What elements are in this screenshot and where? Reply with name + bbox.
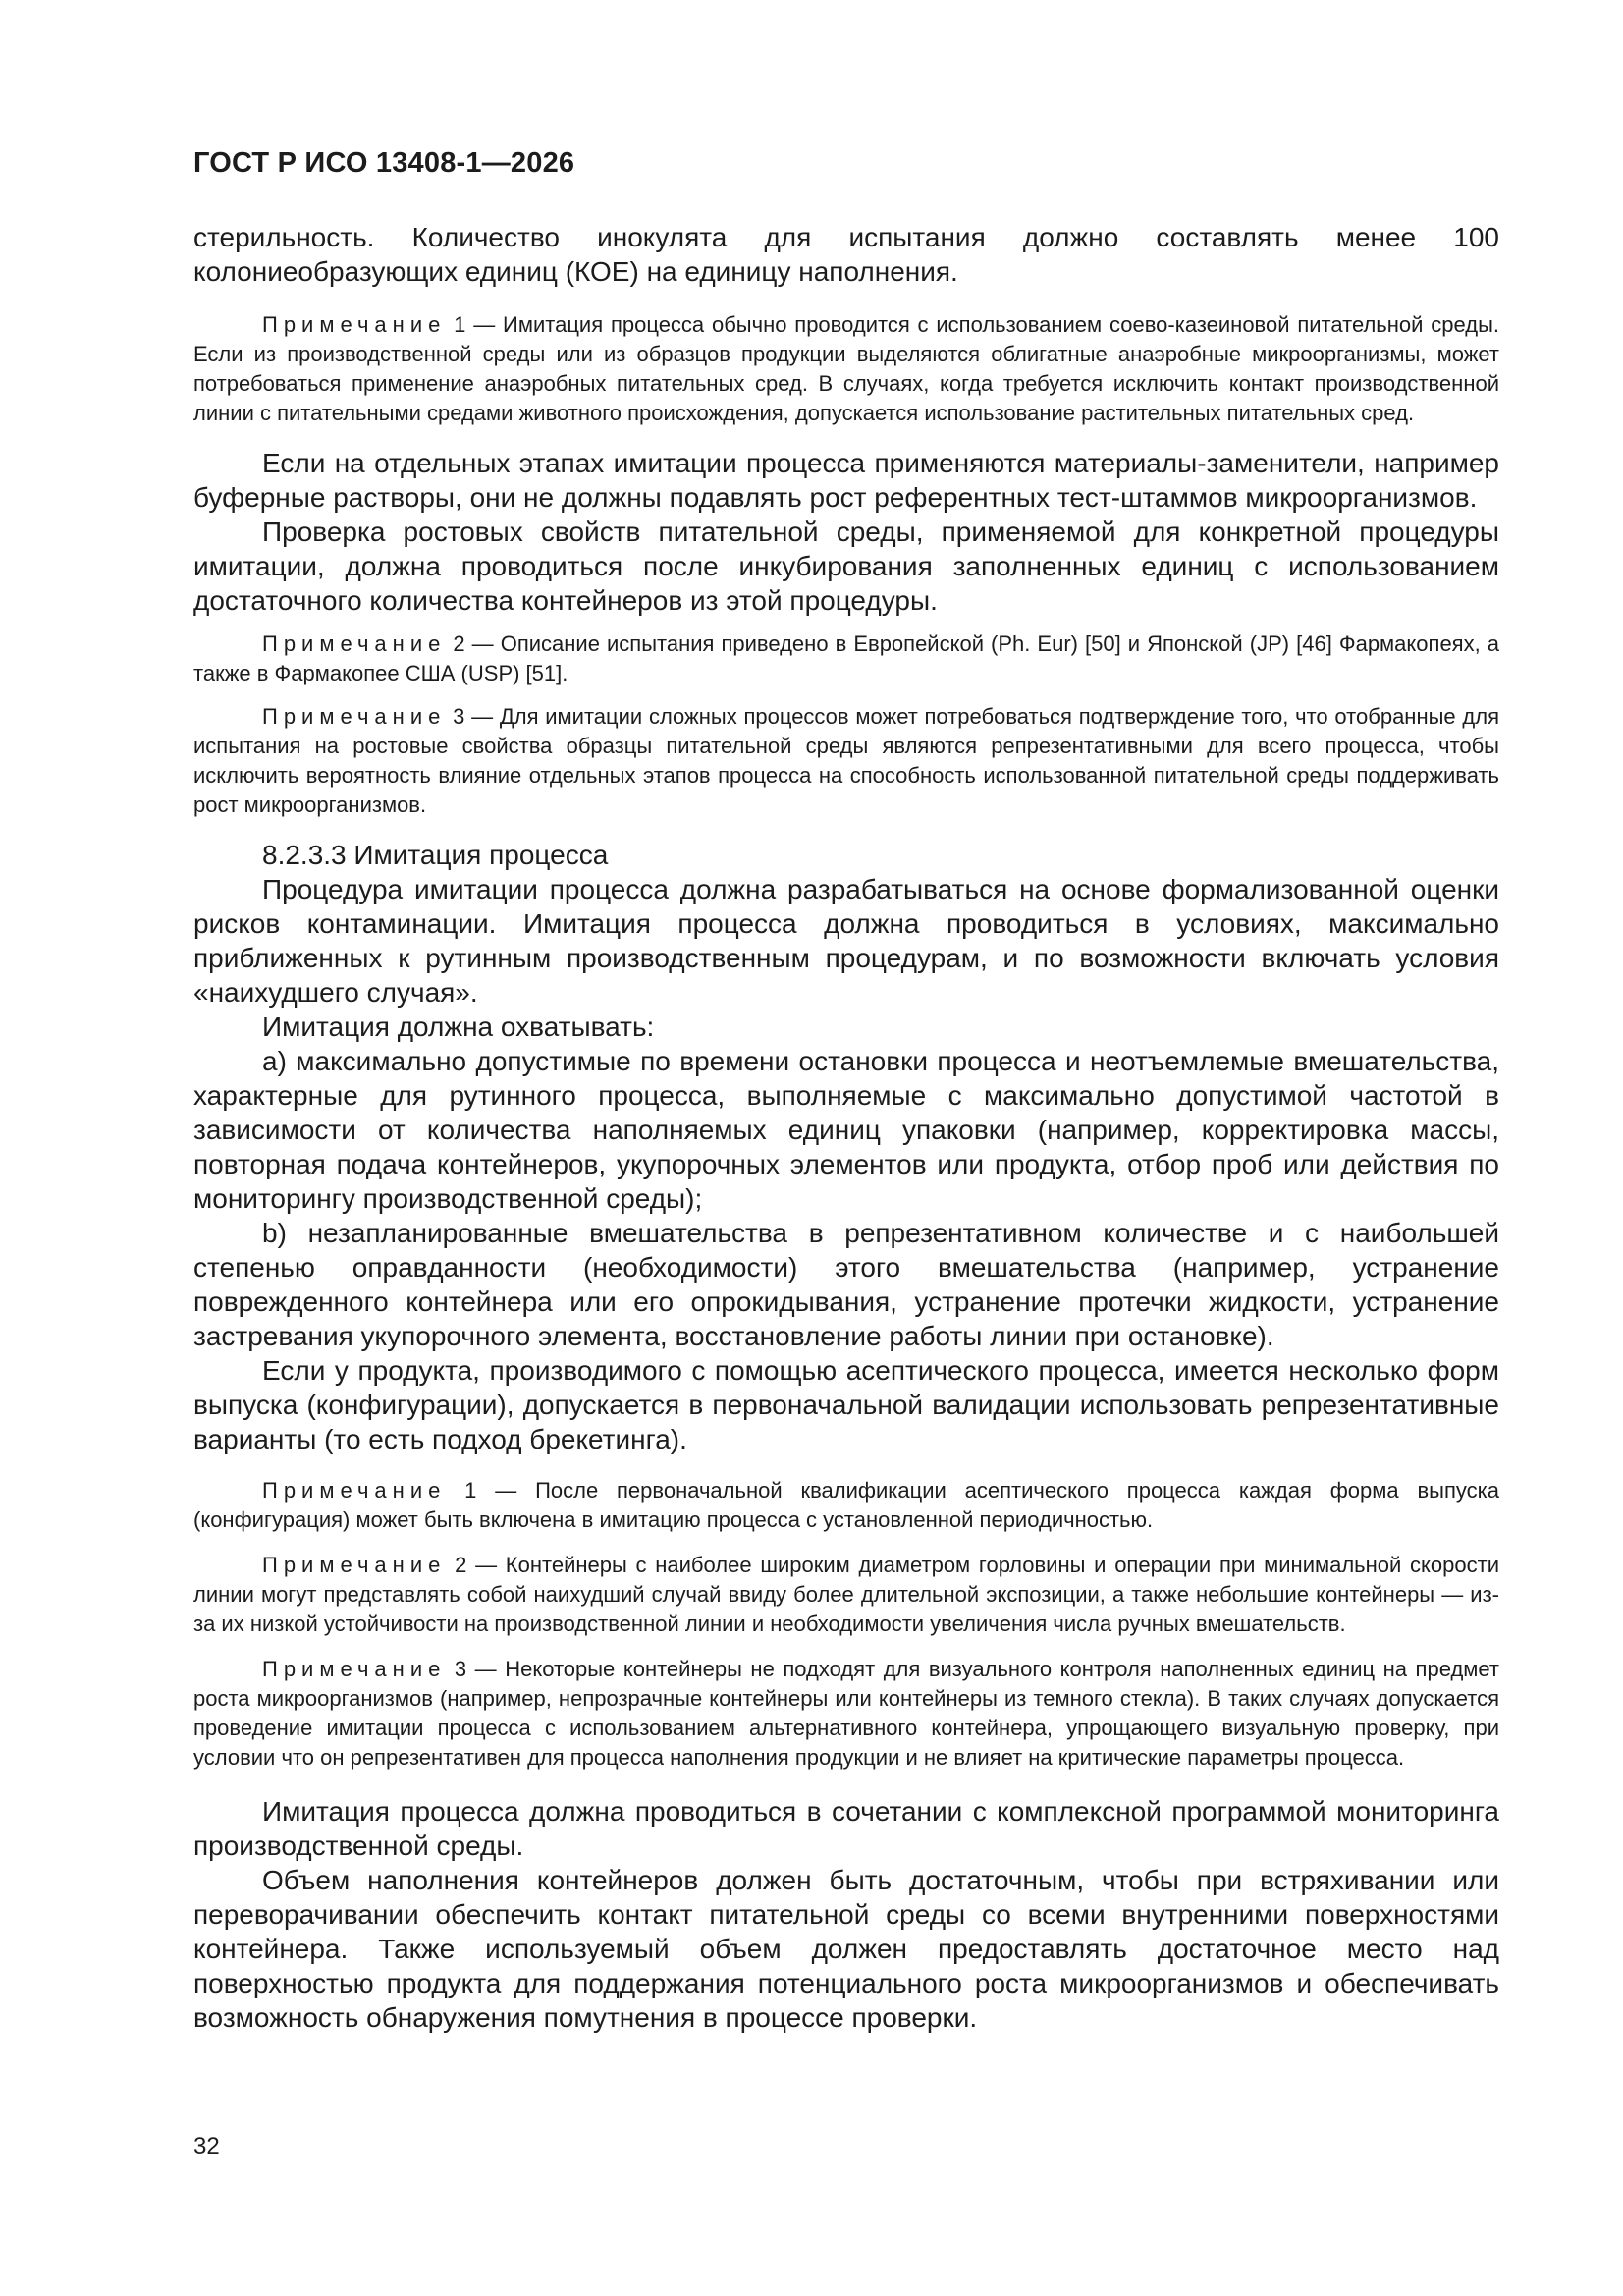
list-item-a: a) максимально допустимые по времени остановки процесса и неотъемлемые вмешательства, характерные для рутинного процесса, выполняемые с максимально допустимой частотой в зависимости от количества наполняемых единиц упаковки (например, корректировка массы, повторная подача контейнеров, укупорочных элементов или продукта, отбор проб или действия по мониторингу производственной среды); (193, 1046, 1499, 1214)
note-3 (193, 702, 1499, 820)
note-label: Примечание (262, 631, 447, 656)
document-code-header: ГОСТ Р ИСО 13408-1—2026 (193, 147, 575, 179)
page-content (193, 220, 1499, 2035)
note-text: 2 — Описание испытания приведено в Европейской (Ph. Eur) [50] и Японской (JP) [46] Фармакопеях, а также в Фармакопее США (USP) [51]. (193, 631, 1499, 685)
paragraph-growth-properties: Проверка ростовых свойств питательной среды, применяемой для конкретной процедуры имитации, должна проводиться после инкубирования заполненных единиц с использованием достаточного количества контейнеров из этой процедуры. (193, 517, 1499, 616)
paragraph-procedure: Процедура имитации процесса должна разрабатываться на основе формализованной оценки рисков контаминации. Имитация процесса должна проводиться в условиях, максимально приближенных к рутинным производственным процедурам, и по возможности включать условия «наихудшего случая». (193, 874, 1499, 1008)
note-text: 3 — Некоторые контейнеры не подходят для визуального контроля наполненных единиц на предмет роста микроорганизмов (например, непрозрачные контейнеры или контейнеры из темного стекла). В таких случаях допускается проведение имитации процесса с использованием альтернативного контейнера, упрощающего визуальную проверку, при условии что он репрезентативен для процесса наполнения продукции и не влияет на критические параметры процесса. (193, 1657, 1499, 1770)
note-label: Примечание (262, 312, 447, 337)
note-2 (193, 629, 1499, 688)
paragraph-fill-volume: Объем наполнения контейнеров должен быть достаточным, чтобы при встряхивании или переворачивании обеспечить контакт питательной среды со всеми внутренними поверхностями контейнера. Также используемый объем должен предоставлять достаточное место над поверхностью продукта для поддержания потенциального роста микроорганизмов и обеспечивать возможность обнаружения помутнения в процессе проверки. (193, 1865, 1499, 2033)
note-text: 1 — Имитация процесса обычно проводится с использованием соево-казеиновой питательной среды. Если из производственной среды или из образцов продукции выделяются облигатные анаэробные микроорганизмы, может потребоваться применение анаэробных питательных сред. В случаях, когда требуется исключить контакт производственной линии с питательными средами животного происхождения, допускается использование растительных питательных сред. (193, 312, 1499, 425)
note-label: Примечание (262, 1478, 447, 1503)
note-label: Примечание (262, 704, 447, 729)
paragraph-scope: Имитация должна охватывать: (262, 1011, 655, 1042)
note-text: 3 — Для имитации сложных процессов может потребоваться подтверждение того, что отобранные для испытания на ростовые свойства образцы питательной среды являются репрезентативными для всего процесса, чтобы исключить вероятность влияние отдельных этапов процесса на способность использованной питательной среды поддерживать рост микроорганизмов. (193, 704, 1499, 817)
note-5 (193, 1551, 1499, 1639)
note-6 (193, 1655, 1499, 1773)
note-text: 1 — После первоначальной квалификации асептического процесса каждая форма выпуска (конфигурация) может быть включена в имитацию процесса с установленной периодичностью. (193, 1478, 1499, 1532)
section-heading: 8.2.3.3 Имитация процесса (262, 840, 609, 870)
page-number: 32 (193, 2133, 220, 2159)
list-item-b: b) незапланированные вмешательства в репрезентативном количестве и с наибольшей степенью оправданности (необходимости) этого вмешательства (например, устранение поврежденного контейнера или его опрокидывания, устранение протечки жидкости, устранение застревания укупорочного элемента, восстановление работы линии при остановке). (193, 1218, 1499, 1351)
note-label: Примечание (262, 1657, 447, 1681)
note-4 (193, 1476, 1499, 1535)
paragraph-bracketing: Если у продукта, производимого с помощью асептического процесса, имеется несколько форм выпуска (конфигурации), допускается в первоначальной валидации использовать репрезентативные варианты (то есть подход брекетинга). (193, 1355, 1499, 1454)
note-1 (193, 310, 1499, 428)
paragraph-monitoring: Имитация процесса должна проводиться в сочетании с комплексной программой мониторинга производственной среды. (193, 1796, 1499, 1861)
paragraph-substitute-materials: Если на отдельных этапах имитации процесса применяются материалы-заменители, например буферные растворы, они не должны подавлять рост референтных тест-штаммов микроорганизмов. (193, 448, 1499, 513)
note-label: Примечание (262, 1553, 447, 1577)
paragraph-continuation: стерильность. Количество инокулята для испытания должно составлять менее 100 колониеобразующих единиц (КОЕ) на единицу наполнения. (193, 222, 1499, 287)
note-text: 2 — Контейнеры с наиболее широким диаметром горловины и операции при минимальной скорости линии могут представлять собой наихудший случай ввиду более длительной экспозиции, а также небольшие контейнеры — из-за их низкой устойчивости на производственной линии и необходимости увеличения числа ручных вмешательств. (193, 1553, 1500, 1636)
